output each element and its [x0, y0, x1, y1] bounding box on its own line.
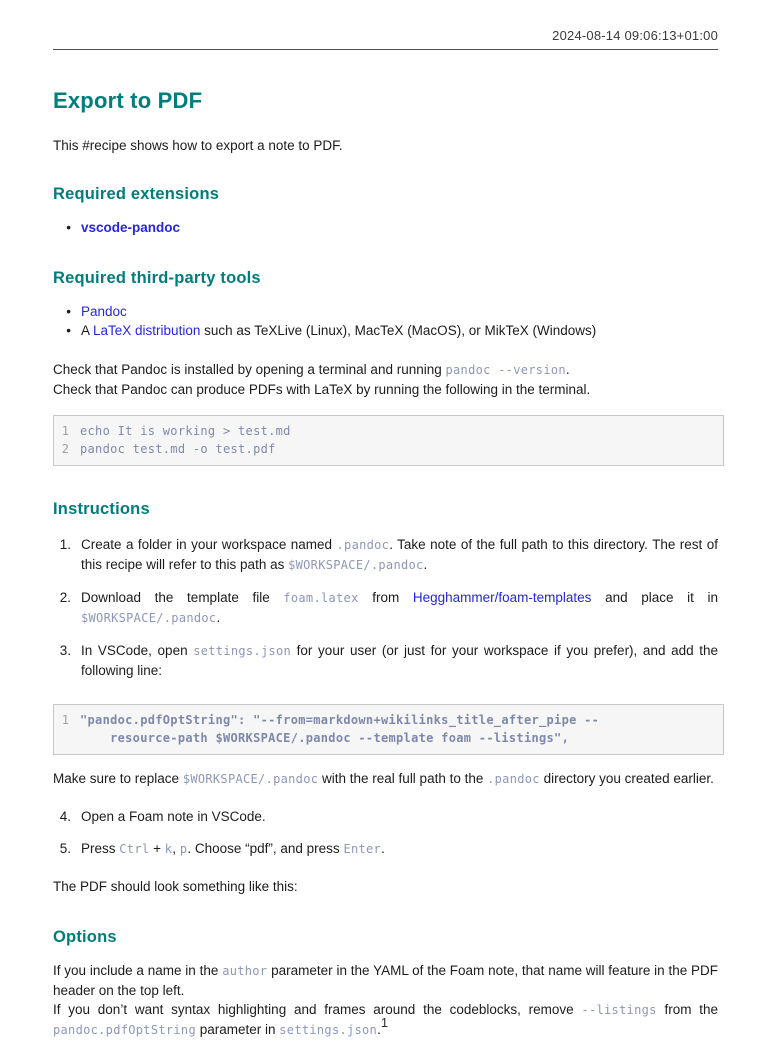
inline-code: settings.json [279, 1023, 378, 1037]
check-paragraph-line2: Check that Pandoc can produce PDFs with LaTeX by running the following in the terminal. [53, 382, 591, 397]
section-heading-instructions: Instructions [53, 500, 150, 518]
code-line [54, 712, 713, 730]
line-number [54, 730, 80, 748]
instruction-step [53, 839, 718, 859]
section-heading-options: Options [53, 928, 117, 946]
step-text: Press Ctrl + k, p. Choose “pdf”, and press Enter. [81, 841, 385, 856]
inline-code: foam.latex [283, 591, 359, 605]
inline-code: author [222, 964, 268, 978]
link[interactable]: Pandoc [81, 304, 127, 319]
list-item [53, 218, 718, 237]
make-sure-paragraph: Make sure to replace $WORKSPACE/.pandoc with the real full path to the .pandoc directory you created earlier. [53, 771, 714, 786]
inline-code: .pandoc [487, 772, 540, 786]
code-line [54, 423, 713, 441]
page-footer [0, 1015, 769, 1030]
instruction-step [53, 641, 718, 680]
line-number: 1 [61, 713, 69, 727]
step-number: 3. [59, 643, 71, 658]
instructions-steps-1-3 [53, 535, 718, 680]
step-number: 2. [59, 590, 71, 605]
inline-code: $WORKSPACE/.pandoc [288, 558, 424, 572]
step-text: Download the template file foam.latex from Hegghammer/foam-templates and place it in $WORKSPACE/.pandoc. [81, 590, 718, 625]
line-number: 2 [61, 441, 69, 456]
options-paragraph-2: If you don’t want syntax highlighting and frames around the codeblocks, remove --listings from the pandoc.pdfOptString parameter in settings.json. [53, 1002, 718, 1037]
code-text: resource-path $WORKSPACE/.pandoc --template foam --listings", [80, 730, 570, 745]
bullet-icon: • [66, 323, 71, 338]
required-tools-list [53, 302, 718, 340]
instructions-steps-4-5 [53, 807, 718, 859]
list-item-text [81, 218, 718, 237]
inline-code: p [179, 842, 188, 856]
bullet-icon: • [66, 304, 71, 319]
instruction-step [53, 807, 718, 826]
list-item [53, 302, 718, 321]
section-heading-required-extensions: Required extensions [53, 185, 220, 203]
inline-code: .pandoc [336, 538, 390, 552]
inline-code: pandoc --version [445, 363, 566, 377]
required-extensions-list [53, 218, 718, 237]
bullet-icon: • [66, 220, 71, 235]
section-heading-required-tools: Required third-party tools [53, 269, 261, 287]
timestamp: 2024-08-14 09:06:13+01:00 [552, 28, 718, 43]
inline-code: --listings [581, 1003, 657, 1017]
inline-code: k [164, 842, 173, 856]
inline-code: pandoc.pdfOptString [53, 1023, 196, 1037]
code-block-settings-json [53, 704, 724, 755]
inline-code: Ctrl [119, 842, 150, 856]
code-text: pandoc test.md -o test.pdf [80, 441, 276, 456]
inline-code: $WORKSPACE/.pandoc [182, 772, 319, 786]
step-number: 4. [59, 809, 71, 824]
options-paragraph-1: If you include a name in the author parameter in the YAML of the Foam note, that name will feature in the PDF header on the top left. [53, 963, 719, 998]
pdf-look-paragraph: The PDF should look something like this: [53, 879, 298, 894]
header-rule [53, 49, 718, 50]
step-text: Create a folder in your workspace named .pandoc. Take note of the full path to this directory. The rest of this recipe will refer to this path as $WORKSPACE/.pandoc. [81, 537, 718, 572]
step-number: 5. [59, 841, 71, 856]
step-text: Open a Foam note in VSCode. [81, 809, 266, 824]
code-text: "pandoc.pdfOptString": "--from=markdown+wikilinks_title_after_pipe -- [80, 713, 600, 727]
step-text: In VSCode, open settings.json for your user (or just for your workspace if you prefer), and add the following line: [81, 643, 719, 678]
code-line [54, 441, 713, 459]
intro-paragraph: This #recipe shows how to export a note to PDF. [53, 138, 343, 153]
code-line [54, 730, 713, 748]
inline-code: settings.json [193, 644, 292, 658]
line-number: 1 [61, 424, 69, 438]
link[interactable]: Hegghammer/foam-templates [412, 590, 592, 605]
inline-code: $WORKSPACE/.pandoc [81, 611, 217, 625]
step-number: 1. [59, 537, 71, 552]
list-item-text [81, 302, 718, 321]
list-item [53, 321, 718, 340]
link[interactable]: vscode-pandoc [81, 220, 181, 235]
code-text: echo It is working > test.md [80, 424, 291, 438]
instruction-step [53, 535, 718, 575]
page-content [53, 28, 718, 1040]
link[interactable]: LaTeX distribution [93, 323, 201, 338]
list-item-text: A LaTeX distribution such as TeXLive (Linux), MacTeX (MacOS), or MikTeX (Windows) [81, 323, 597, 338]
inline-code: Enter [343, 842, 382, 856]
code-block-terminal-check [53, 415, 724, 466]
page-number: 1 [380, 1015, 389, 1030]
document-header [53, 28, 718, 50]
check-paragraph-line1: Check that Pandoc is installed by opening a terminal and running pandoc --version. [53, 362, 570, 377]
document-title: Export to PDF [53, 88, 203, 113]
instruction-step [53, 588, 718, 628]
